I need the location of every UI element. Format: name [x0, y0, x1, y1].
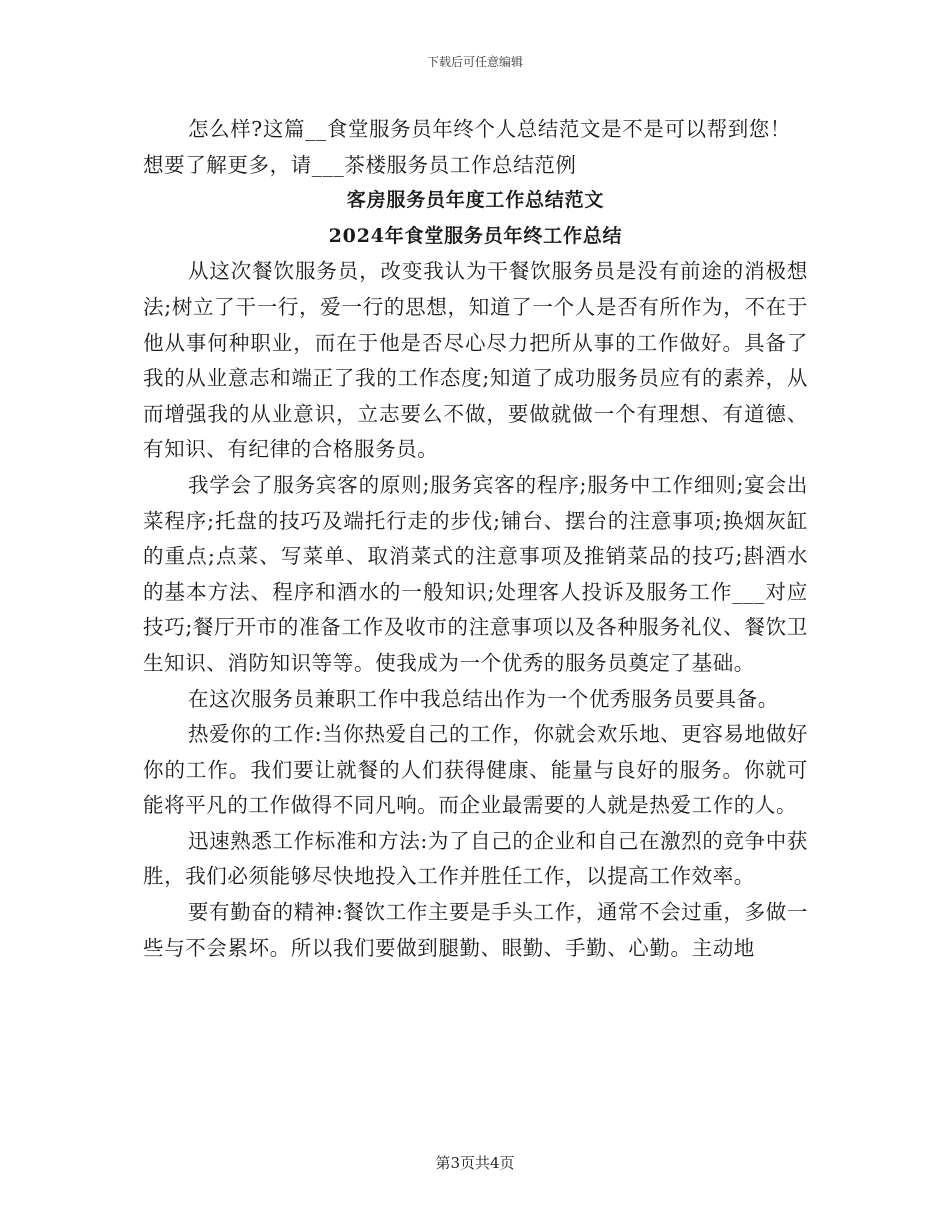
- paragraph-4: 热爱你的工作:当你热爱自己的工作，你就会欢乐地、更容易地做好你的工作。我们要让就餐的人们获得健康、能量与良好的服务。你就可能将平凡的工作做得不同凡响。而企业最需要的人就是热爱工作的人。: [143, 722, 808, 818]
- heading-room-service-summary: 客房服务员年度工作总结范文: [346, 189, 605, 212]
- paragraph-3: 在这次服务员兼职工作中我总结出作为一个优秀服务员要具备。: [188, 686, 779, 711]
- paragraph-2: 我学会了服务宾客的原则;服务宾客的程序;服务中工作细则;宴会出菜程序;托盘的技巧及端托行走的步伐;铺台、摆台的注意事项;换烟灰缸的重点;点菜、写菜单、取消菜式的注意事项及推销菜品的技巧;斟酒水的基本方法、程序和酒水的一般知识;处理客人投诉及服务工作___对应技巧;餐厅开市的准备工作及收市的注意事项以及各种服务礼仪、餐饮卫生知识、消防知识等等。使我成为一个优秀的服务员奠定了基础。: [143, 472, 808, 675]
- intro-line-1: 怎么样?这篇__食堂服务员年终个人总结范文是不是可以帮到您！: [188, 117, 791, 141]
- page-header-note: 下载后可任意编辑: [426, 55, 523, 69]
- page-number: 第3页共4页: [435, 1154, 515, 1172]
- paragraph-5: 迅速熟悉工作标准和方法:为了自己的企业和自己在激烈的竞争中获胜，我们必须能够尽快地投入工作并胜任工作，以提高工作效率。: [143, 828, 808, 889]
- intro-line-2: 想要了解更多，请___茶楼服务员工作总结范例: [143, 152, 577, 177]
- heading-canteen-summary: 2024年食堂服务员年终工作总结: [328, 224, 623, 247]
- document-body: [143, 112, 808, 966]
- paragraph-1: 从这次餐饮服务员，改变我认为干餐饮服务员是没有前途的消极想法;树立了干一行，爱一行的思想，知道了一个人是否有所作为，不在于他从事何种职业，而在于他是否尽心尽力把所从事的工作做好。具备了我的从业意志和端正了我的工作态度;知道了成功服务员应有的素养，从而增强我的从业意识，立志要么不做，要做就做一个有理想、有道德、有知识、有纪律的合格服务员。: [143, 259, 808, 462]
- paragraph-6: 要有勤奋的精神:餐饮工作主要是手头工作，通常不会过重，多做一些与不会累坏。所以我们要做到腿勤、眼勤、手勤、心勤。主动地: [143, 900, 808, 960]
